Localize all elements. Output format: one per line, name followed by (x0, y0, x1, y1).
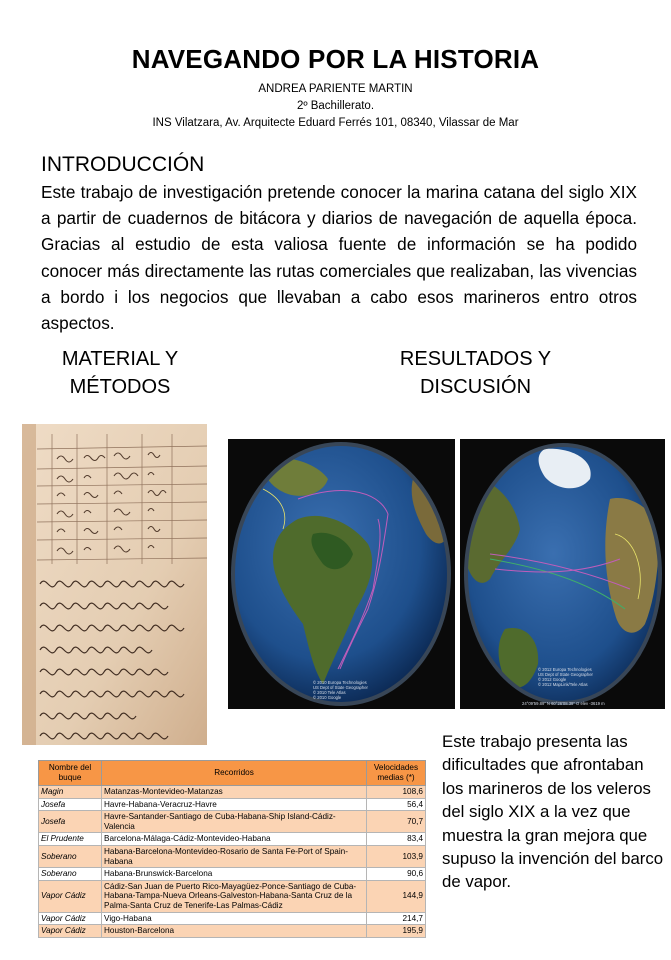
route: Barcelona-Málaga-Cádiz-Montevideo-Habana (102, 833, 367, 846)
ship-name: Josefa (39, 798, 102, 811)
route: Habana-Barcelona-Montevideo-Rosario de Santa Fe-Port of Spain-Habana (102, 845, 367, 867)
speed: 56,4 (367, 798, 426, 811)
table-row (39, 798, 426, 811)
grade-level: 2º Bachillerato. (296, 100, 375, 112)
speeds-table (38, 760, 426, 938)
globe-right-credit-2: US Dept of State Geographer (538, 672, 593, 677)
ship-name: El Prudente (39, 833, 102, 846)
globe-right-credit-3: © 2012 Google (538, 677, 567, 682)
globe-right-credit-4: © 2012 MapLink/Tele Atlas (538, 682, 588, 687)
table-row (39, 868, 426, 881)
ship-name: Soberano (39, 845, 102, 867)
globe-north-atlantic-illustration (460, 439, 665, 709)
table-row (39, 845, 426, 867)
route: Havre-Santander-Santiago de Cuba-Habana-Ship Island-Cádiz-Valencia (102, 811, 367, 833)
speed: 103,9 (367, 845, 426, 867)
logbook-photo (22, 424, 207, 745)
ship-name: Vapor Cádiz (39, 912, 102, 925)
route: Habana-Brunswick-Barcelona (102, 868, 367, 881)
ship-name: Vapor Cádiz (39, 925, 102, 938)
table-header-row (39, 761, 426, 786)
logbook-illustration (22, 424, 207, 745)
globe-south-atlantic-illustration (228, 439, 455, 709)
ship-name: Magin (39, 786, 102, 799)
results-heading (378, 345, 573, 401)
results-heading-line1: RESULTADOS Y (399, 348, 552, 370)
intro-heading: INTRODUCCIÓN (41, 153, 205, 176)
globe-left-credit-3: © 2010 Tele Atlas (313, 690, 346, 695)
methods-heading-line2: MÉTODOS (69, 376, 171, 398)
school-address: INS Vilatzara, Av. Arquitecte Eduard Ferrés 101, 08340, Vilassar de Mar (152, 117, 519, 129)
speed: 214,7 (367, 912, 426, 925)
route: Matanzas-Montevideo-Matanzas (102, 786, 367, 799)
table-row (39, 880, 426, 912)
methods-heading (30, 345, 210, 401)
globe-left-credit-2: US Dept of State Geographer (313, 685, 368, 690)
table-row (39, 811, 426, 833)
results-heading-line2: DISCUSIÓN (419, 376, 532, 398)
route: Houston-Barcelona (102, 925, 367, 938)
route: Vigo-Habana (102, 912, 367, 925)
table-row (39, 786, 426, 799)
globe-south-atlantic (228, 439, 455, 709)
intro-paragraph: Este trabajo de investigación pretende conocer la marina catana del siglo XIX a partir de cuadernos de bitácora y diarios de navegación de aquella época. Gracias al estudio de esta valiosa fuente de información se ha podido conocer más directamente las rutas comerciales que realizaban, las vivencias a bordo i los negocios que llevaban a cabo esos marineros entro otros aspectos. (41, 182, 637, 334)
speed: 195,9 (367, 925, 426, 938)
table-row (39, 925, 426, 938)
ship-name: Josefa (39, 811, 102, 833)
table-row (39, 833, 426, 846)
table-row (39, 912, 426, 925)
globe-north-atlantic (460, 439, 665, 709)
ship-name: Vapor Cádiz (39, 880, 102, 912)
speed: 83,4 (367, 833, 426, 846)
globe-left-credit-4: © 2010 Google (313, 695, 342, 700)
header-ship: Nombre del buque (39, 761, 102, 786)
speed: 70,7 (367, 811, 426, 833)
author-name: ANDREA PARIENTE MARTIN (258, 83, 413, 95)
globe-right-coordinates: 24°09'59.89" N 60°26'08.39" O elev -3619 m (522, 701, 605, 706)
speed: 108,6 (367, 786, 426, 799)
globe-left-credit-1: © 2010 Europa Technologies (313, 680, 367, 685)
route: Havre-Habana-Veracruz-Havre (102, 798, 367, 811)
header-speeds: Velocidades medias (*) (367, 761, 426, 786)
methods-heading-line1: MATERIAL Y (61, 348, 179, 370)
speed: 90,6 (367, 868, 426, 881)
ship-name: Soberano (39, 868, 102, 881)
globe-right-credit-1: © 2012 Europa Technologies (538, 667, 592, 672)
header-routes: Recorridos (102, 761, 367, 786)
speed: 144,9 (367, 880, 426, 912)
route: Cádiz-San Juan de Puerto Rico-Mayagüez-Ponce-Santiago de Cuba-Habana-Tampa-Nueva Orleans-Galveston-Habana-Santa Cruz de la Palma-Santa Cruz de Tenerife-Las Palmas-Cádiz (102, 880, 367, 912)
page-title: NAVEGANDO POR LA HISTORIA (131, 44, 540, 74)
results-paragraph: Este trabajo presenta las dificultades que afrontaban los marineros de los veleros del siglo XIX a la vez que muestra la gran mejora que supuso la invención del barco de vapor. (442, 732, 664, 892)
